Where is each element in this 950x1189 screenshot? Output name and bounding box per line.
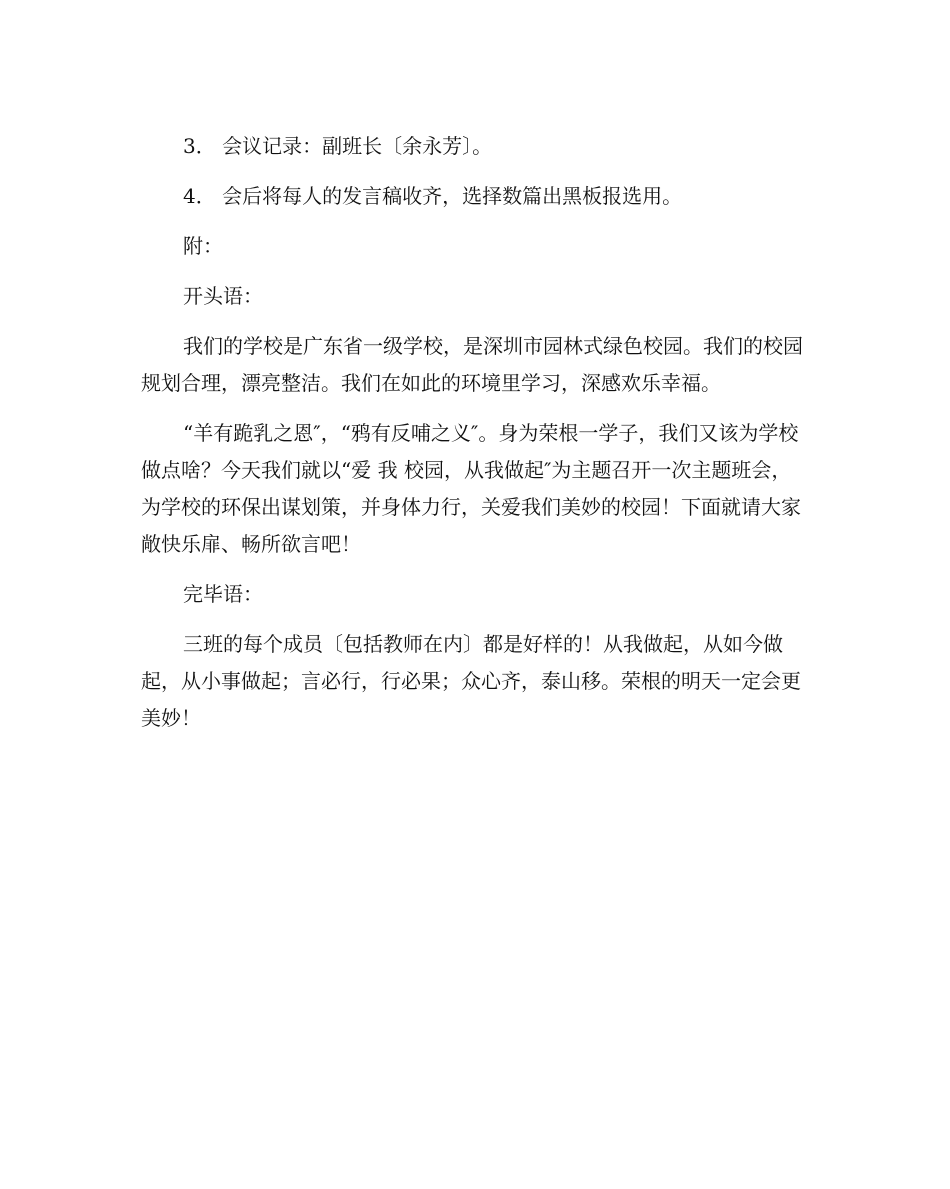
opening-paragraph-theme: “羊有跪乳之恩″，“鸦有反哺之义″。身为荣根一学子，我们又该为学校做点啥？今天我们就以“爱 我 校园，从我做起″为主题召开一次主题班会，为学校的环保出谋划策，并身体力行，关爱我们美妙的校园！下面就请大家敞快乐扉、畅所欲言吧！ <box>141 421 801 556</box>
closing-paragraph: 三班的每个成员〔包括教师在内〕都是好样的！从我做起，从如今做起，从小事做起；言必行，行必果；众心齐，泰山移。荣根的明天一定会更美妙！ <box>141 632 801 730</box>
document-body <box>141 128 803 750</box>
opening-remarks-heading: 开头语： <box>183 284 263 308</box>
item-3-meeting-record: 3． 会议记录：副班长〔余永芳〕。 <box>183 134 493 158</box>
appendix-label: 附： <box>183 234 223 258</box>
item-4-collect-speeches: 4． 会后将每人的发言稿收齐，选择数篇出黑板报选用。 <box>183 184 683 208</box>
closing-remarks-heading: 完毕语： <box>183 582 263 606</box>
opening-paragraph-school: 我们的学校是广东省一级学校，是深圳市园林式绿色校园。我们的校园规划合理，漂亮整洁。我们在如此的环境里学习，深感欢乐幸福。 <box>141 334 803 395</box>
